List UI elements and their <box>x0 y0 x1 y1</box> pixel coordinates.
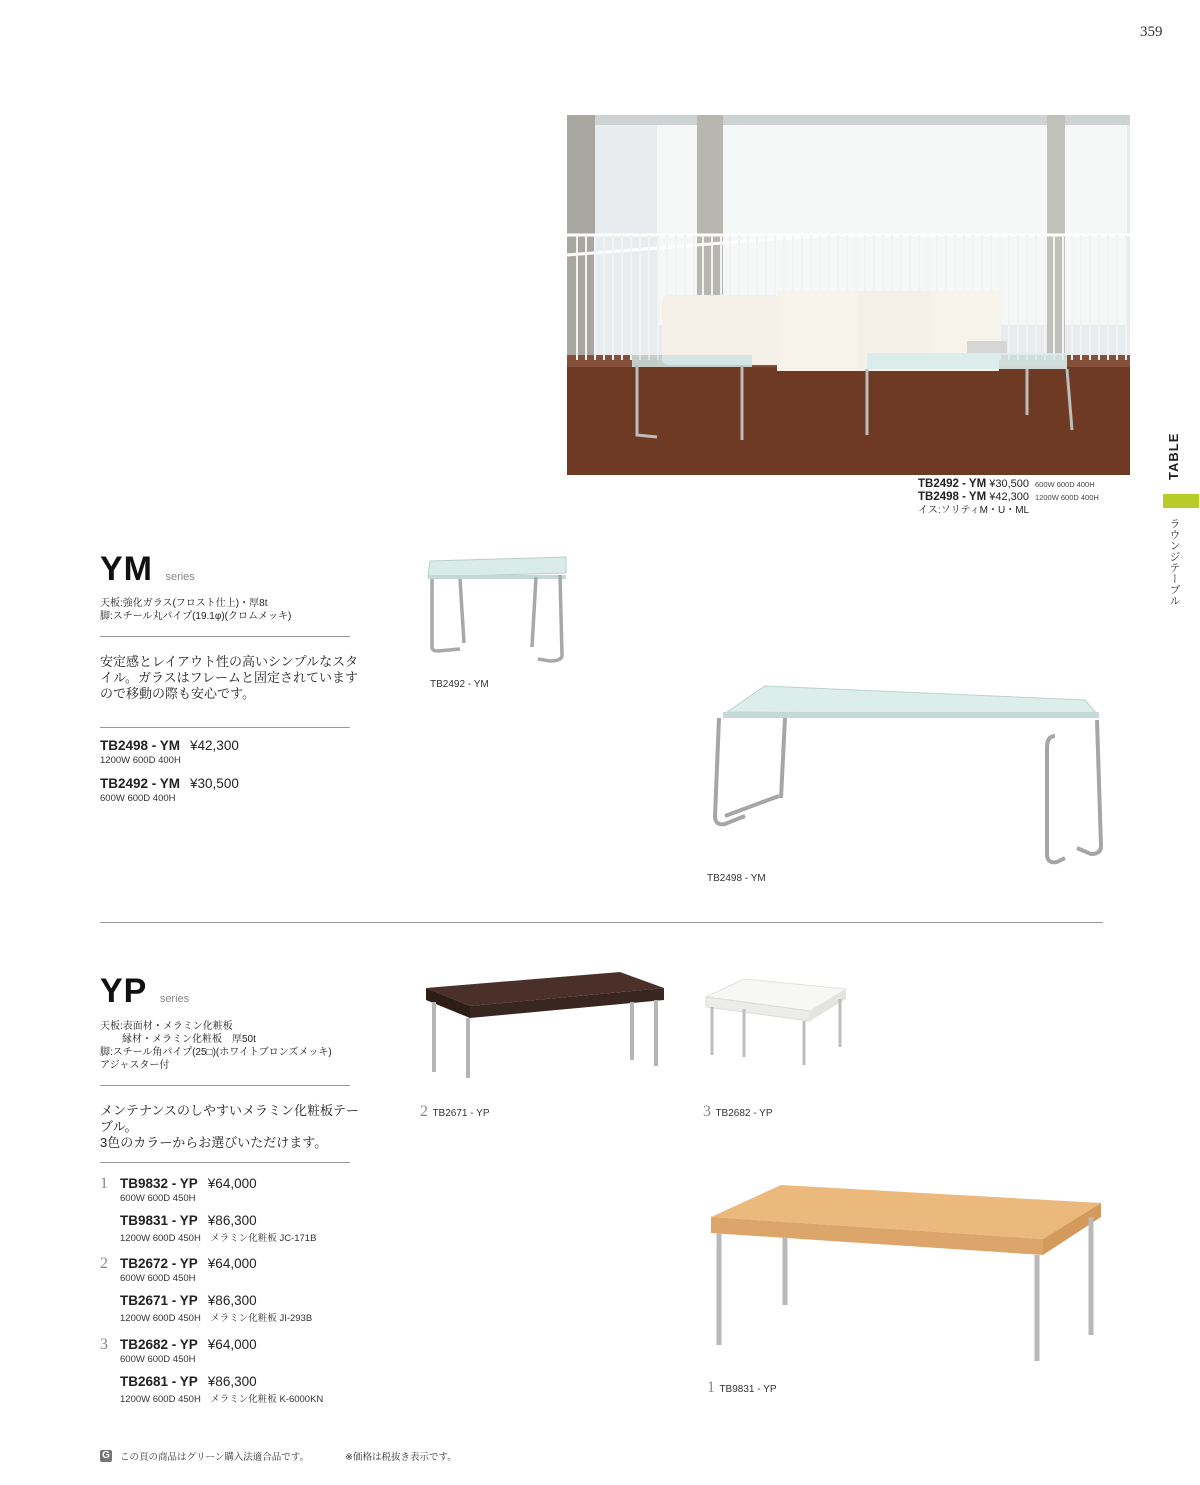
caption-code: TB2498 - YM <box>918 491 987 503</box>
desc-line: ので移動の際も安心です。 <box>100 686 255 701</box>
series-word: series <box>159 993 190 1005</box>
model-entry <box>120 1212 316 1244</box>
series-word: series <box>165 571 195 583</box>
model-code: TB2681 - YP <box>120 1374 198 1389</box>
yp-wood-table-image <box>705 1185 1105 1370</box>
model-entry <box>120 1175 257 1204</box>
group-number: 1 <box>100 1175 108 1192</box>
caption-price: ¥30,500 <box>989 478 1030 490</box>
image-caption: TB2682 - YP <box>715 1108 773 1119</box>
section-tab[interactable] <box>1160 430 1190 490</box>
model-size: 600W 600D 450H <box>120 1354 196 1365</box>
yp-model-list <box>100 1175 400 1416</box>
footer-note: ※価格は税抜き表示です。 <box>345 1452 457 1463</box>
desc-line: 3色のカラーからお選びいただけます。 <box>100 1135 328 1150</box>
model-price: ¥64,000 <box>207 1256 257 1271</box>
model-size: 1200W 600D 450H メラミン化粧板 JI-293B <box>120 1313 313 1324</box>
model-entry <box>120 1292 312 1324</box>
divider <box>100 1085 350 1086</box>
section-accent-bar <box>1163 494 1199 508</box>
yp-dark-table-image <box>420 968 670 1093</box>
ym-series-heading <box>100 550 195 589</box>
yp-description <box>100 1103 370 1151</box>
model-price: ¥86,300 <box>207 1374 257 1389</box>
ym-model-list <box>100 737 239 804</box>
spec-line: 天板:強化ガラス(フロスト仕上)・厚8t <box>100 598 268 609</box>
model-size: 600W 600D 400H <box>100 793 176 804</box>
spec-line: 脚:スチール角パイプ(25□)(ホワイトブロンズメッキ) <box>100 1047 332 1058</box>
model-code: TB9831 - YP <box>120 1213 198 1228</box>
ym-large-table-caption: TB2498 - YM <box>707 873 766 884</box>
model-size: 600W 600D 450H <box>120 1273 196 1284</box>
section-divider <box>100 922 1103 923</box>
divider <box>100 636 350 637</box>
model-price: ¥64,000 <box>207 1176 257 1191</box>
caption-dim: 1200W 600D 400H <box>1035 493 1099 502</box>
group-number: 2 <box>100 1255 108 1272</box>
footer <box>100 1449 457 1463</box>
model-price: ¥86,300 <box>207 1213 257 1228</box>
model-entry <box>120 1255 257 1284</box>
ym-small-table-caption: TB2492 - YM <box>430 679 489 690</box>
image-number: 1 <box>707 1379 715 1396</box>
yp-series-heading <box>100 972 189 1011</box>
spec-line: 天板:表面材・メラミン化粧板 <box>100 1021 233 1032</box>
spec-line: 縁材・メラミン化粧板 厚50t <box>122 1034 256 1045</box>
photo-caption <box>918 478 1148 517</box>
series-name: YM <box>100 550 153 588</box>
model-code: TB2682 - YP <box>120 1337 198 1352</box>
desc-line: イル。ガラスはフレームと固定されています <box>100 670 359 685</box>
divider <box>100 727 350 728</box>
image-caption: TB2671 - YP <box>432 1108 490 1119</box>
caption-chair: イス:ソリティM・U・ML <box>918 505 1030 516</box>
divider <box>100 1162 350 1163</box>
ym-large-table-image <box>705 678 1105 873</box>
model-code: TB9832 - YP <box>120 1176 198 1191</box>
image-caption: TB9831 - YP <box>719 1384 777 1395</box>
section-tab-label: TABLE <box>1166 432 1181 480</box>
model-size: 1200W 600D 450H メラミン化粧板 K-6000KN <box>120 1394 324 1405</box>
model-price: ¥64,000 <box>207 1337 257 1352</box>
spec-line: 脚:スチール丸パイプ(19.1φ)(クロムメッキ) <box>100 611 292 622</box>
caption-dim: 600W 600D 400H <box>1035 480 1095 489</box>
model-entry <box>120 1336 257 1365</box>
model-price: ¥86,300 <box>207 1293 257 1308</box>
model-code: TB2492 - YM <box>100 776 181 791</box>
caption-price: ¥42,300 <box>989 491 1030 503</box>
model-group <box>100 1255 400 1336</box>
desc-line: メンテナンスのしやすいメラミン化粧板テーブル。 <box>100 1103 359 1134</box>
yp-spec <box>100 1020 332 1072</box>
yp-white-table-caption <box>703 1103 773 1121</box>
model-entry <box>120 1373 323 1405</box>
model-group <box>100 1175 400 1255</box>
image-number: 2 <box>420 1103 428 1120</box>
ym-description <box>100 654 360 702</box>
model-price: ¥30,500 <box>190 776 239 791</box>
series-name: YP <box>100 972 148 1010</box>
lounge-photo <box>567 115 1130 475</box>
model-entry <box>100 775 239 804</box>
section-subtitle: ラウンジテーブル <box>1168 518 1180 606</box>
model-code: TB2672 - YP <box>120 1256 198 1271</box>
desc-line: 安定感とレイアウト性の高いシンプルなスタ <box>100 654 359 669</box>
model-price: ¥42,300 <box>190 738 239 753</box>
group-number: 3 <box>100 1336 108 1353</box>
model-size: 600W 600D 450H <box>120 1193 196 1204</box>
model-size: 1200W 600D 400H <box>100 755 181 766</box>
yp-white-table-image <box>700 975 850 1075</box>
ym-small-table-image <box>420 555 580 675</box>
model-code: TB2498 - YM <box>100 738 181 753</box>
footer-note: この頁の商品はグリーン購入法適合品です。 <box>120 1452 310 1463</box>
yp-dark-table-caption <box>420 1103 490 1121</box>
yp-wood-table-caption <box>707 1379 777 1397</box>
model-code: TB2671 - YP <box>120 1293 198 1308</box>
caption-code: TB2492 - YM <box>918 478 987 490</box>
page-number: 359 <box>1140 24 1163 40</box>
image-number: 3 <box>703 1103 711 1120</box>
model-entry <box>100 737 239 766</box>
model-size: 1200W 600D 450H メラミン化粧板 JC-171B <box>120 1233 317 1244</box>
model-group <box>100 1336 400 1416</box>
green-purchase-icon: G <box>100 1450 112 1462</box>
ym-spec <box>100 597 291 623</box>
spec-line: アジャスター付 <box>100 1060 170 1071</box>
